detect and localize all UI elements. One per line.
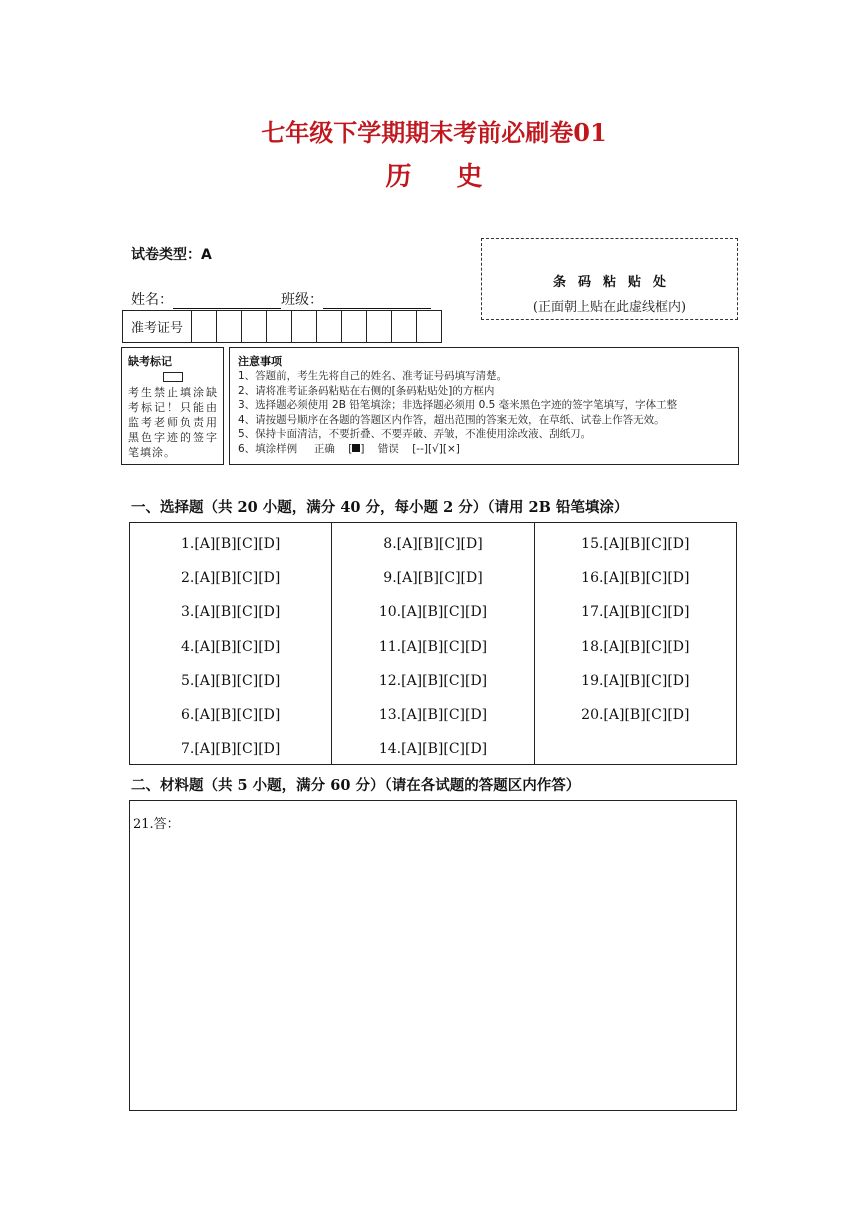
absent-mark-checkbox[interactable] xyxy=(163,372,183,382)
section-choice-heading: 一、选择题（共 20 小题，满分 40 分，每小题 2 分）（请用 2B 铅笔填涂） xyxy=(131,499,629,516)
absent-mark-title: 缺考标记 xyxy=(128,355,172,368)
admit-digit-cell[interactable] xyxy=(417,311,441,342)
choice-column xyxy=(130,523,332,764)
fill-sample-line xyxy=(238,442,730,457)
choice-column xyxy=(332,523,534,764)
fill-sample-bracket-open: [ xyxy=(348,442,353,455)
absent-mark-box xyxy=(121,347,224,465)
choice-question[interactable]: 3.[A][B][C][D] xyxy=(180,604,281,621)
notes-title: 注意事项 xyxy=(238,355,282,368)
admit-digit-cell[interactable] xyxy=(292,311,317,342)
class-field[interactable] xyxy=(323,293,431,309)
name-field[interactable] xyxy=(173,293,281,309)
fill-sample-prefix: 6、填涂样例 xyxy=(238,442,298,455)
choice-question[interactable]: 18.[A][B][C][D] xyxy=(581,638,690,655)
admit-digit-cell[interactable] xyxy=(242,311,267,342)
choice-question[interactable]: 4.[A][B][C][D] xyxy=(180,638,281,655)
notes-box xyxy=(229,347,739,465)
answer-area-21[interactable] xyxy=(129,800,737,1111)
admit-number-grid xyxy=(122,310,442,343)
admit-digit-cell[interactable] xyxy=(367,311,392,342)
admit-digit-cell[interactable] xyxy=(317,311,342,342)
note-line: 1、答题前，考生先将自己的姓名、准考证号码填写清楚。 xyxy=(238,370,508,382)
fill-sample-wrong-marks: [--][√][×] xyxy=(412,442,460,455)
choice-question[interactable]: 20.[A][B][C][D] xyxy=(581,706,690,723)
choice-question[interactable]: 13.[A][B][C][D] xyxy=(378,706,488,723)
answer-label: 21.答： xyxy=(133,817,180,832)
admit-digit-cell[interactable] xyxy=(342,311,367,342)
name-class-row xyxy=(131,289,431,309)
admit-digit-cell[interactable] xyxy=(267,311,292,342)
fill-sample-correct-label: 正确 xyxy=(313,442,335,455)
choice-question[interactable]: 5.[A][B][C][D] xyxy=(180,672,281,689)
name-label: 姓名： xyxy=(131,292,173,308)
choice-question[interactable]: 9.[A][B][C][D] xyxy=(383,570,483,587)
admit-number-label: 准考证号 xyxy=(123,311,192,342)
admit-digit-cell[interactable] xyxy=(192,311,217,342)
class-label: 班级： xyxy=(281,292,323,308)
exam-type-label: 试卷类型：A xyxy=(131,247,212,263)
note-line: 2、请将准考证条码粘贴在右侧的[条码粘贴处]的方框内 xyxy=(238,384,495,397)
absent-mark-instructions: 考生禁止填涂缺考标记！只能由监考老师负责用黑色字迹的签字笔填涂。 xyxy=(128,386,218,459)
choice-answer-grid xyxy=(129,522,737,765)
choice-question[interactable]: 1.[A][B][C][D] xyxy=(180,536,281,552)
choice-question[interactable]: 12.[A][B][C][D] xyxy=(378,672,488,689)
choice-column xyxy=(535,523,736,764)
choice-question[interactable]: 10.[A][B][C][D] xyxy=(378,604,488,621)
choice-question[interactable]: 6.[A][B][C][D] xyxy=(180,706,281,723)
barcode-hint: (正面朝上贴在此虚线框内) xyxy=(532,300,687,315)
admit-digit-cell[interactable] xyxy=(392,311,417,342)
fill-sample-wrong-label: 错误 xyxy=(377,442,399,455)
choice-question[interactable]: 17.[A][B][C][D] xyxy=(581,604,690,621)
note-line: 4、请按题号顺序在各题的答题区内作答，超出范围的答案无效，在草纸、试卷上作答无效。 xyxy=(238,413,665,426)
choice-question[interactable]: 15.[A][B][C][D] xyxy=(581,536,690,552)
choice-question[interactable]: 16.[A][B][C][D] xyxy=(581,570,690,587)
barcode-title: 条码粘贴处 xyxy=(552,275,678,290)
fill-sample-bracket-close: ] xyxy=(360,442,365,455)
choice-question[interactable]: 11.[A][B][C][D] xyxy=(378,638,488,655)
choice-question[interactable]: 19.[A][B][C][D] xyxy=(581,672,690,689)
choice-question[interactable]: 14.[A][B][C][D] xyxy=(378,741,488,758)
note-line: 3、选择题必须使用 2B 铅笔填涂；非选择题必须用 0.5 毫米黑色字迹的签字笔填写，字体工整 xyxy=(238,399,678,412)
choice-question[interactable]: 8.[A][B][C][D] xyxy=(383,536,483,552)
choice-question[interactable]: 7.[A][B][C][D] xyxy=(180,741,281,758)
section-material-heading: 二、材料题（共 5 小题，满分 60 分）（请在各试题的答题区内作答） xyxy=(131,777,581,794)
admit-digit-cell[interactable] xyxy=(217,311,242,342)
barcode-area xyxy=(481,238,738,320)
choice-question[interactable]: 2.[A][B][C][D] xyxy=(180,570,281,587)
note-line: 5、保持卡面清洁，不要折叠、不要弄破、弄皱，不准使用涂改液、刮纸刀。 xyxy=(238,428,592,441)
page-title: 七年级下学期期末考前必刷卷01 xyxy=(261,118,607,147)
subject-title: 历 史 xyxy=(385,162,501,192)
